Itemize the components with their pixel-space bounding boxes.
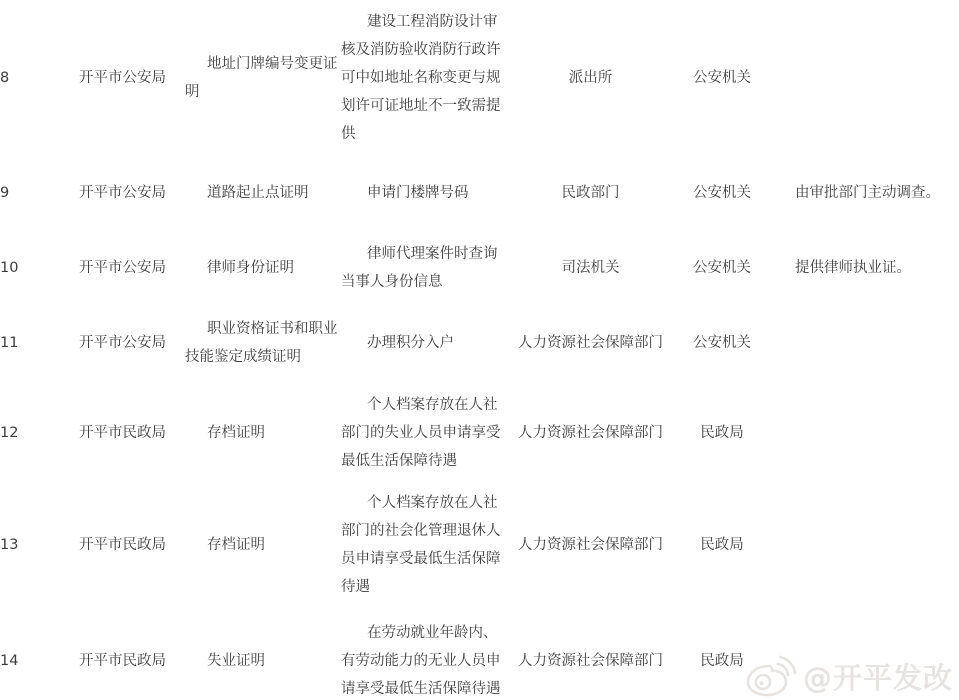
department-cell: 开平市公安局 (79, 69, 166, 86)
department-cell: 开平市公安局 (79, 184, 166, 201)
note-cell (770, 305, 959, 380)
row-number: 13 (0, 537, 19, 553)
row-number: 10 (0, 259, 19, 276)
row-number: 11 (0, 334, 19, 351)
purpose-cell: 律师代理案件时查询当事人身份信息 (341, 245, 498, 290)
row-number: 12 (0, 424, 19, 441)
note-cell (770, 605, 959, 700)
requesting-department-cell: 民政部门 (561, 184, 620, 201)
note-cell (770, 380, 959, 485)
row-number: 14 (0, 653, 19, 669)
certificate-cell: 存档证明 (207, 537, 265, 553)
purpose-cell: 办理积分入户 (367, 334, 454, 351)
issuing-authority-cell: 公安机关 (693, 334, 751, 351)
department-cell: 开平市民政局 (79, 653, 166, 669)
table-row (0, 155, 959, 230)
note-cell (770, 485, 959, 605)
watermark-label: @开平发改 (802, 660, 953, 695)
purpose-cell: 建设工程消防设计审核及消防验收消防行政许可中如地址名称变更与规划许可证地址不一致需提供 (341, 13, 501, 142)
table-row (0, 305, 959, 380)
issuing-authority-cell: 公安机关 (693, 69, 751, 86)
note-cell: 提供律师执业证。 (795, 259, 911, 276)
certificate-cell: 律师身份证明 (207, 259, 294, 276)
issuing-authority-cell: 民政局 (700, 424, 744, 441)
issuing-authority-cell: 民政局 (700, 537, 744, 553)
table-row (0, 230, 959, 305)
certificate-cell: 地址门牌编号变更证明 (185, 55, 338, 100)
purpose-cell: 申请门楼牌号码 (367, 184, 469, 201)
issuing-authority-cell: 公安机关 (693, 184, 751, 201)
certificate-cell: 失业证明 (207, 653, 265, 669)
row-number: 9 (0, 184, 10, 201)
department-cell: 开平市民政局 (79, 424, 166, 441)
department-cell: 开平市民政局 (79, 537, 166, 553)
certificate-cell: 职业资格证书和职业技能鉴定成绩证明 (185, 320, 338, 365)
certificate-cell: 道路起止点证明 (207, 184, 309, 201)
table-row (0, 485, 959, 605)
purpose-cell: 个人档案存放在人社部门的社会化管理退休人员申请享受最低生活保障待遇 (341, 495, 501, 595)
requesting-department-cell: 人力资源社会保障部门 (518, 424, 663, 441)
table-row (0, 0, 959, 155)
department-cell: 开平市公安局 (79, 259, 166, 276)
purpose-cell: 在劳动就业年龄内、有劳动能力的无业人员申请享受最低生活保障待遇 (341, 625, 501, 697)
requesting-department-cell: 派出所 (568, 69, 613, 86)
table-row (0, 380, 959, 485)
department-cell: 开平市公安局 (79, 334, 166, 351)
purpose-cell: 个人档案存放在人社部门的失业人员申请享受最低生活保障待遇 (341, 396, 501, 469)
issuing-authority-cell: 公安机关 (693, 259, 751, 276)
row-number: 8 (0, 69, 10, 86)
note-cell: 由审批部门主动调查。 (795, 184, 940, 201)
requesting-department-cell: 人力资源社会保障部门 (518, 653, 663, 669)
table-row (0, 605, 959, 700)
requesting-department-cell: 人力资源社会保障部门 (518, 334, 663, 351)
requesting-department-cell: 人力资源社会保障部门 (518, 537, 663, 553)
issuing-authority-cell: 民政局 (700, 653, 744, 669)
requesting-department-cell: 司法机关 (561, 259, 620, 276)
certificate-cell: 存档证明 (207, 424, 265, 441)
note-cell (770, 0, 959, 155)
